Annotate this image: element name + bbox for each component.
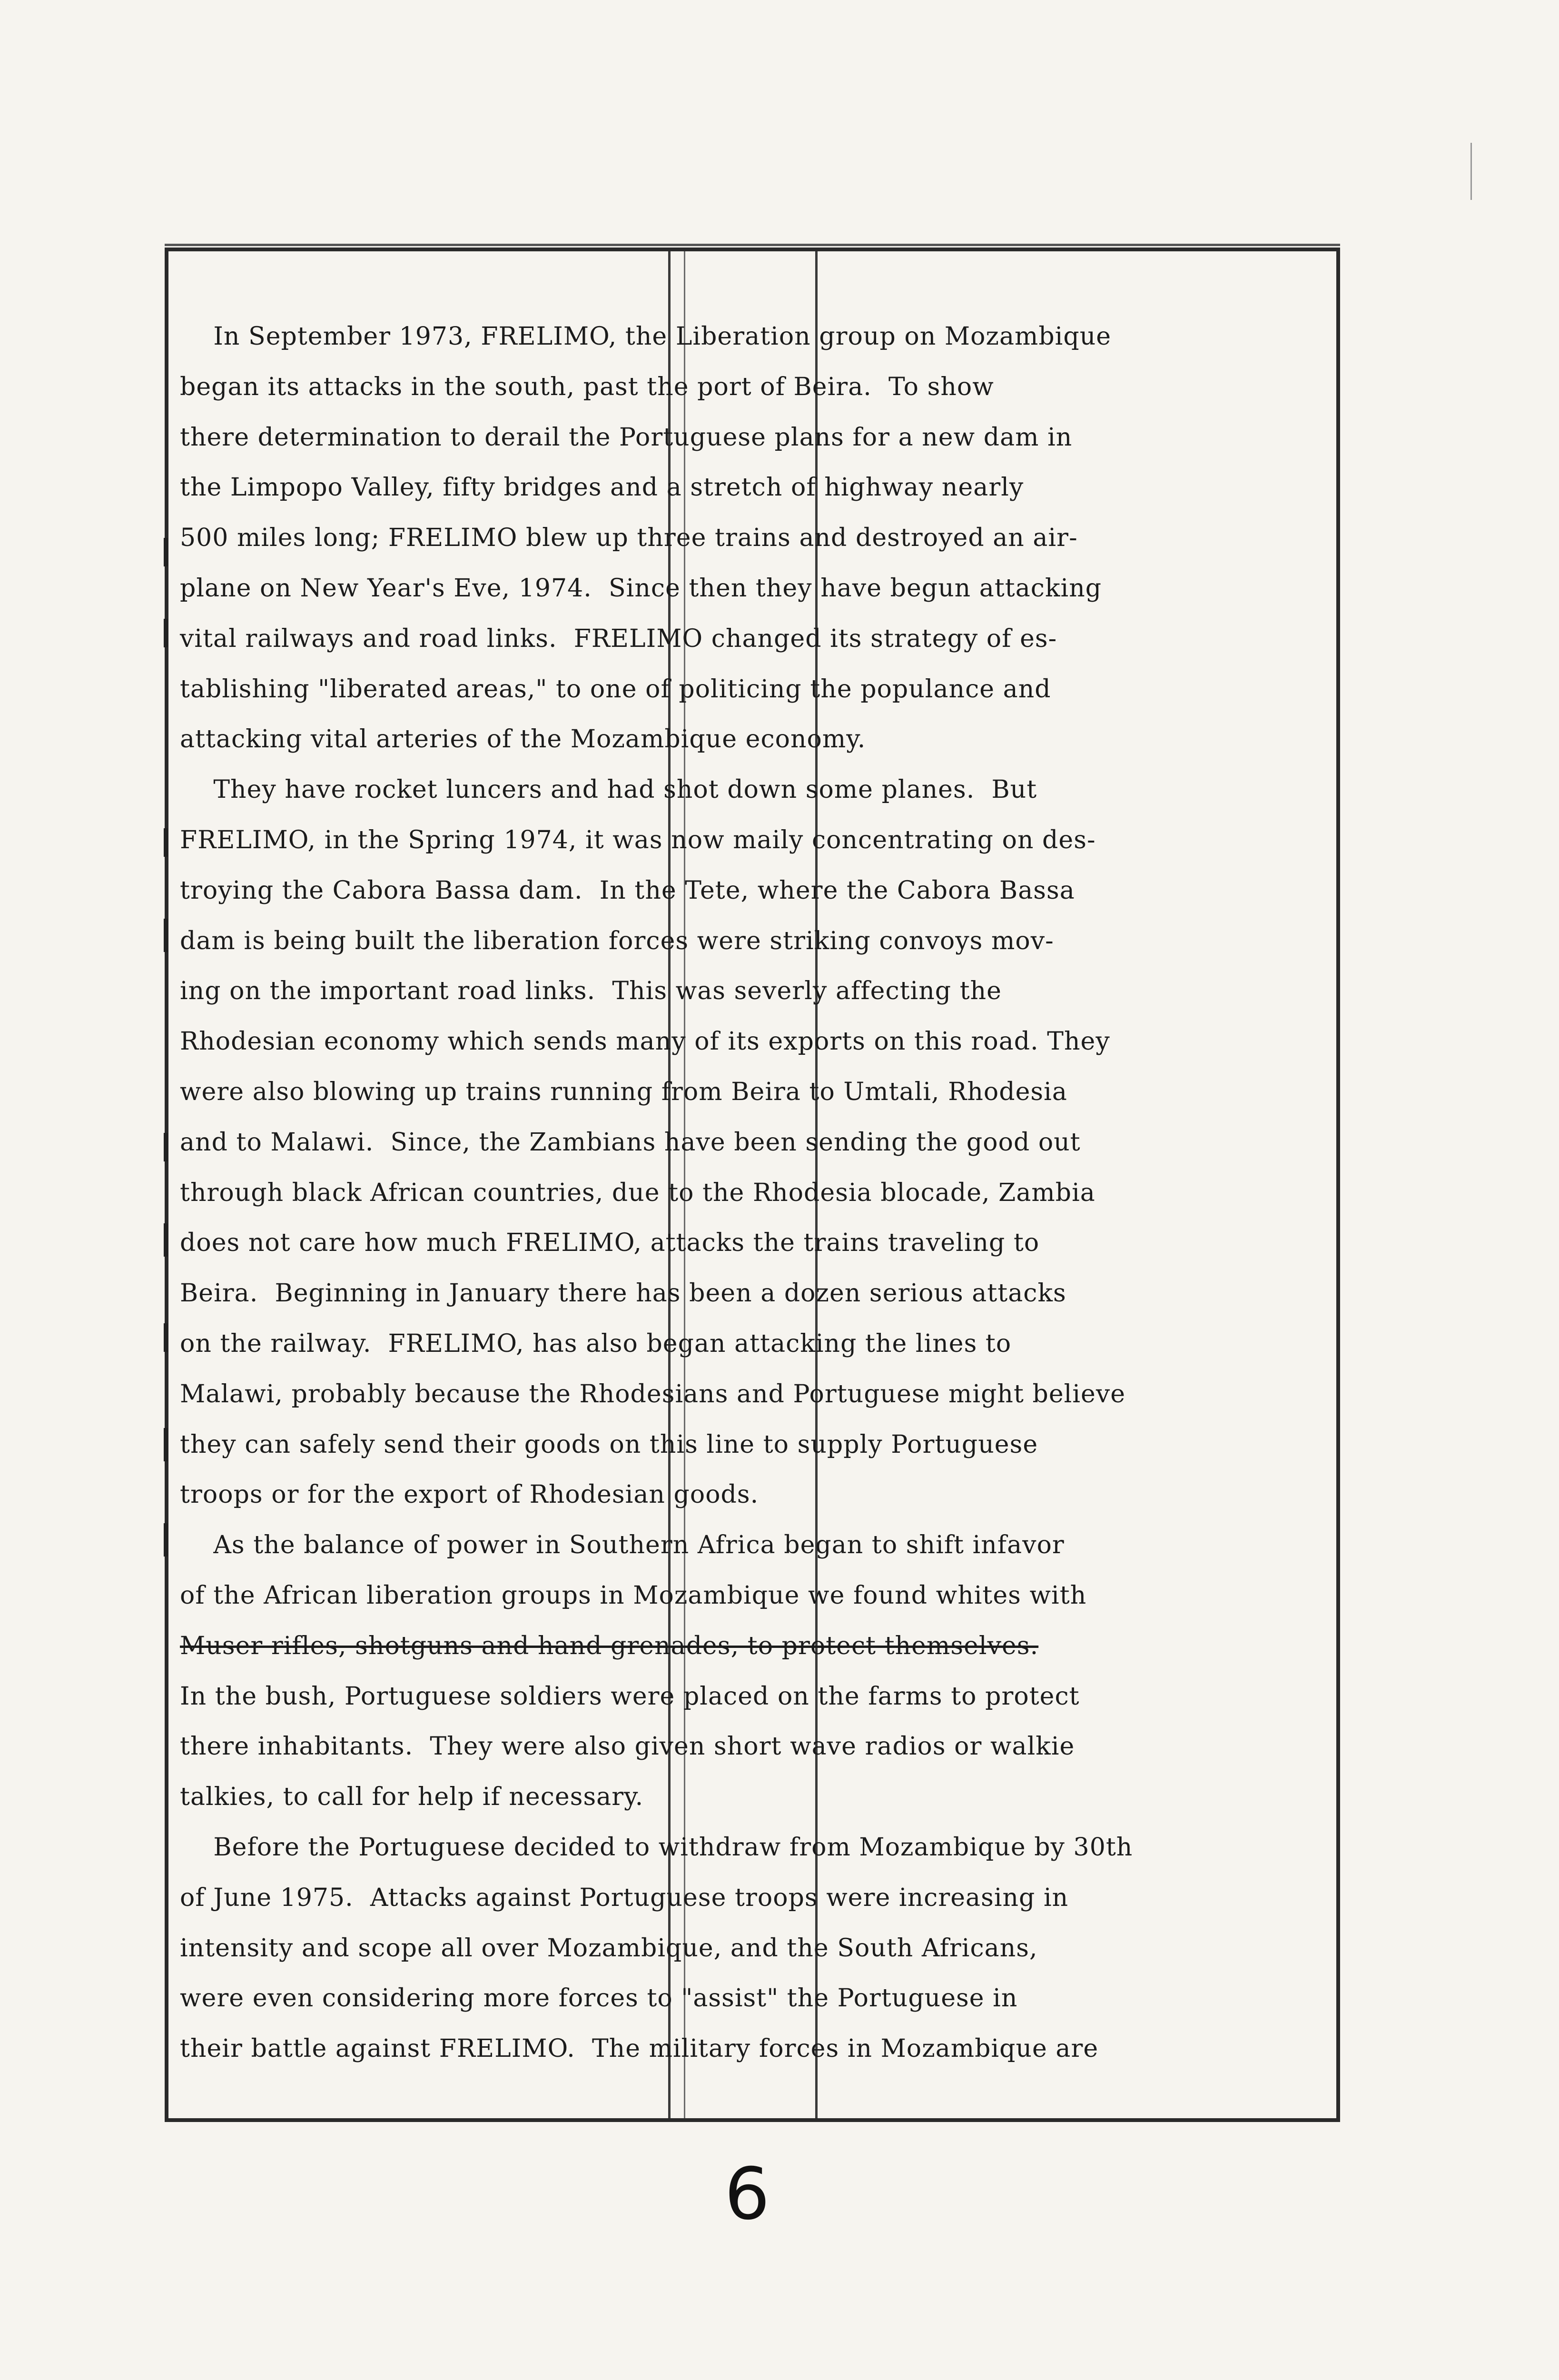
margin-mark: [164, 1133, 168, 1161]
margin-mark: [164, 1428, 168, 1461]
text-line: They have rocket luncers and had shot down some planes. But: [180, 775, 1037, 804]
text-line: As the balance of power in Southern Africa began to shift infavor: [180, 1531, 1065, 1560]
struck-text-line: Muser rifles, shotguns and hand grenades, to protect themselves.: [180, 1631, 1039, 1660]
text-line: tablishing "liberated areas," to one of politicing the populance and: [180, 674, 1051, 704]
text-line: on the railway. FRELIMO, has also began attacking the lines to: [180, 1329, 1012, 1358]
text-line: 500 miles long; FRELIMO blew up three trains and destroyed an air-: [180, 524, 1078, 553]
text-line: they can safely send their goods on this line to supply Portuguese: [180, 1430, 1038, 1459]
text-line: troying the Cabora Bassa dam. In the Tete, where the Cabora Bassa: [180, 876, 1075, 905]
body-text: [180, 312, 1332, 2074]
frame-top-rule: [165, 244, 1340, 246]
text-line: does not care how much FRELIMO, attacks the trains traveling to: [180, 1229, 1040, 1258]
page-number: 6: [724, 2153, 770, 2236]
text-line: vital railways and road links. FRELIMO changed its strategy of es-: [180, 624, 1057, 653]
margin-mark: [164, 619, 168, 647]
text-line: the Limpopo Valley, fifty bridges and a stretch of highway nearly: [180, 473, 1024, 502]
text-line: Rhodesian economy which sends many of its exports on this road. They: [180, 1027, 1110, 1056]
margin-mark: [164, 919, 168, 952]
text-line: plane on New Year's Eve, 1974. Since then they have begun attacking: [180, 574, 1102, 603]
text-line: through black African countries, due to the Rhodesia blocade, Zambia: [180, 1178, 1095, 1207]
margin-mark: [164, 828, 168, 857]
margin-mark: [164, 538, 168, 566]
text-line: dam is being built the liberation forces were striking convoys mov-: [180, 926, 1054, 955]
text-line: ing on the important road links. This was severly affecting the: [180, 977, 1002, 1006]
text-line: of June 1975. Attacks against Portuguese troops were increasing in: [180, 1883, 1069, 1912]
margin-mark: [164, 1223, 168, 1257]
text-line: were also blowing up trains running from Beira to Umtali, Rhodesia: [180, 1077, 1067, 1106]
text-line: were even considering more forces to "assist" the Portuguese in: [180, 1984, 1018, 2013]
margin-mark: [164, 1523, 168, 1557]
text-line: Before the Portuguese decided to withdraw from Mozambique by 30th: [180, 1833, 1133, 1862]
edge-mark: [1470, 143, 1472, 200]
text-line: In September 1973, FRELIMO, the Liberation group on Mozambique: [180, 322, 1112, 351]
text-line: and to Malawi. Since, the Zambians have been sending the good out: [180, 1128, 1081, 1157]
text-line: Malawi, probably because the Rhodesians and Portuguese might believe: [180, 1379, 1126, 1408]
text-line: intensity and scope all over Mozambique, and the South Africans,: [180, 1934, 1038, 1963]
text-line: there determination to derail the Portuguese plans for a new dam in: [180, 423, 1073, 452]
text-line: their battle against FRELIMO. The military forces in Mozambique are: [180, 2034, 1099, 2063]
text-line: attacking vital arteries of the Mozambique economy.: [180, 725, 866, 754]
text-line: began its attacks in the south, past the port of Beira. To show: [180, 372, 994, 401]
text-line: troops or for the export of Rhodesian goods.: [180, 1480, 759, 1509]
text-line: Beira. Beginning in January there has been a dozen serious attacks: [180, 1279, 1066, 1308]
margin-mark: [164, 1323, 168, 1352]
text-line: In the bush, Portuguese soldiers were placed on the farms to protect: [180, 1682, 1080, 1711]
text-line: there inhabitants. They were also given short wave radios or walkie: [180, 1732, 1075, 1761]
text-line: FRELIMO, in the Spring 1974, it was now maily concentrating on des-: [180, 825, 1096, 854]
text-line: of the African liberation groups in Mozambique we found whites with: [180, 1581, 1087, 1610]
text-line: talkies, to call for help if necessary.: [180, 1783, 644, 1812]
